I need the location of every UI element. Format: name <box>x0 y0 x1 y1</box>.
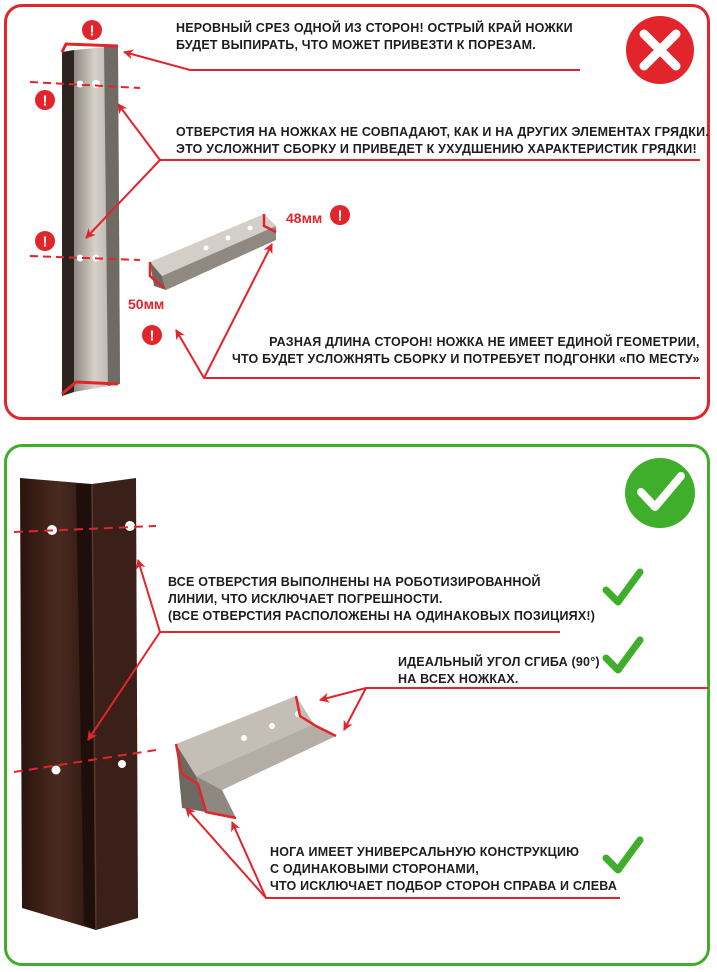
note-line: ОТВЕРСТИЯ НА НОЖКАХ НЕ СОВПАДАЮТ, КАК И НА ДРУГИХ ЭЛЕМЕНТАХ ГРЯДКИ. <box>176 125 709 139</box>
note-line: НОГА ИМЕЕТ УНИВЕРСАЛЬНУЮ КОНСТРУКЦИЮ <box>270 845 580 859</box>
bad-angle-piece <box>150 214 276 290</box>
warning-mark: ! <box>149 327 155 345</box>
note-ideal-angle <box>398 654 600 688</box>
note-line: ЛИНИИ, ЧТО ИСКЛЮЧАЕТ ПОГРЕШНОСТИ. <box>168 592 443 606</box>
pointer-lines-bad <box>86 52 700 378</box>
warning-mark: ! <box>337 207 343 225</box>
note-line: ЧТО БУДЕТ УСЛОЖНЯТЬ СБОРКУ И ПОТРЕБУЕТ ПОДГОНКИ «ПО МЕСТУ» <box>232 352 700 366</box>
note-line: НА ВСЕХ НОЖКАХ. <box>398 672 519 686</box>
note-line: БУДЕТ ВЫПИРАТЬ, ЧТО МОЖЕТ ПРИВЕЗТИ К ПОРЕЗАМ. <box>176 38 536 52</box>
note-unequal-sides <box>232 334 700 368</box>
dimension-label-50mm: 50мм <box>128 296 165 312</box>
cross-icon <box>626 16 694 84</box>
note-line: ИДЕАЛЬНЫЙ УГОЛ СГИБА (90°) <box>398 655 600 669</box>
checkmark-icon <box>625 458 695 528</box>
note-robotic-holes <box>168 574 595 625</box>
note-uneven-cut <box>176 20 573 54</box>
note-universal-design <box>270 844 617 895</box>
note-line: (ВСЕ ОТВЕРСТИЯ РАСПОЛОЖЕНЫ НА ОДИНАКОВЫХ ПОЗИЦИЯХ!) <box>168 609 596 623</box>
dimension-label-48mm: 48мм <box>286 210 323 226</box>
note-line: НЕРОВНЫЙ СРЕЗ ОДНОЙ ИЗ СТОРОН! ОСТРЫЙ КРАЙ НОЖКИ <box>176 21 573 35</box>
note-line: ЭТО УСЛОЖНИТ СБОРКУ И ПРИВЕДЕТ К УХУДШЕНИЮ ХАРАКТЕРИСТИК ГРЯДКИ! <box>176 142 697 156</box>
note-line: ЧТО ИСКЛЮЧАЕТ ПОДБОР СТОРОН СПРАВА И СЛЕВА <box>270 879 618 893</box>
warning-mark: ! <box>89 22 95 40</box>
note-holes-mismatch <box>176 124 709 158</box>
good-angle-piece <box>176 696 336 818</box>
checkmark-icon <box>606 572 640 870</box>
good-post <box>14 478 156 930</box>
note-line: С ОДИНАКОВЫМИ СТОРОНАМИ, <box>270 862 479 876</box>
warning-mark: ! <box>42 233 48 251</box>
note-line: РАЗНАЯ ДЛИНА СТОРОН! НОЖКА НЕ ИМЕЕТ ЕДИНОЙ ГЕОМЕТРИИ, <box>269 335 700 349</box>
warning-mark: ! <box>42 92 48 110</box>
note-line: ВСЕ ОТВЕРСТИЯ ВЫПОЛНЕНЫ НА РОБОТИЗИРОВАННОЙ <box>168 575 541 589</box>
